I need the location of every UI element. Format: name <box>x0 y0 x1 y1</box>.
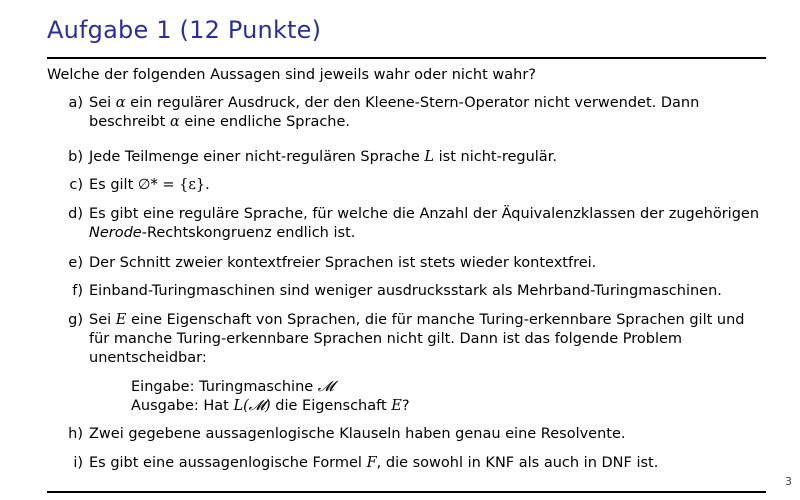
problem-input: Eingabe: Turingmaschine 𝓜 <box>131 379 335 395</box>
page-number: 3 <box>785 475 792 488</box>
statement-label: d) <box>68 206 83 222</box>
statement-text: Sei α ein regulärer Ausdruck, der den Kleene-Stern-Operator nicht verwendet. Dann beschreibt α eine endliche Sprache. <box>89 95 700 130</box>
statement-text: Einband-Turingmaschinen sind weniger ausdrucksstark als Mehrband-Turingmaschinen. <box>89 283 722 299</box>
statement-text: Zwei gegebene aussagenlogische Klauseln haben genau eine Resolvente. <box>89 426 626 442</box>
footer-rule <box>47 491 766 493</box>
intro-question: Welche der folgenden Aussagen sind jeweils wahr oder nicht wahr? <box>47 67 536 83</box>
statement-text: Sei E eine Eigenschaft von Sprachen, die für manche Turing-erkennbare Sprachen gilt und für manche Turing-erkennbare Sprachen nicht gilt. Dann ist das folgende Problem unentscheidbar: Eingabe: Turingmaschine 𝓜 Ausgabe: Hat L(𝓜) die Eigenschaft E? <box>89 311 769 416</box>
statement-text: Es gibt eine aussagenlogische Formel F, die sowohl in KNF als auch in DNF ist. <box>89 455 659 471</box>
statement-text: Der Schnitt zweier kontextfreier Sprachen ist stets wieder kontextfrei. <box>89 255 597 271</box>
statement-text: Jede Teilmenge einer nicht-regulären Sprache L ist nicht-regulär. <box>89 149 557 165</box>
statement-label: c) <box>69 177 83 193</box>
page-title: Aufgabe 1 (12 Punkte) <box>47 16 322 44</box>
title-rule <box>47 57 766 59</box>
problem-output: Ausgabe: Hat L(𝓜) die Eigenschaft E? <box>131 398 410 414</box>
statement-label: b) <box>68 149 83 165</box>
statement-label: g) <box>68 312 83 328</box>
statement-text: Es gibt eine reguläre Sprache, für welche die Anzahl der Äquivalenzklassen der zugehörigen Nerode-Rechtskongruenz endlich ist. <box>89 206 760 241</box>
statement-label: a) <box>68 95 83 111</box>
statement-label: f) <box>72 283 83 299</box>
statement-text: Es gilt ∅* = {ε}. <box>89 177 210 193</box>
statement-label: i) <box>73 455 83 471</box>
statement-label: e) <box>68 255 83 271</box>
statement-label: h) <box>68 426 83 442</box>
formula: ∅* = {ε} <box>137 177 206 193</box>
